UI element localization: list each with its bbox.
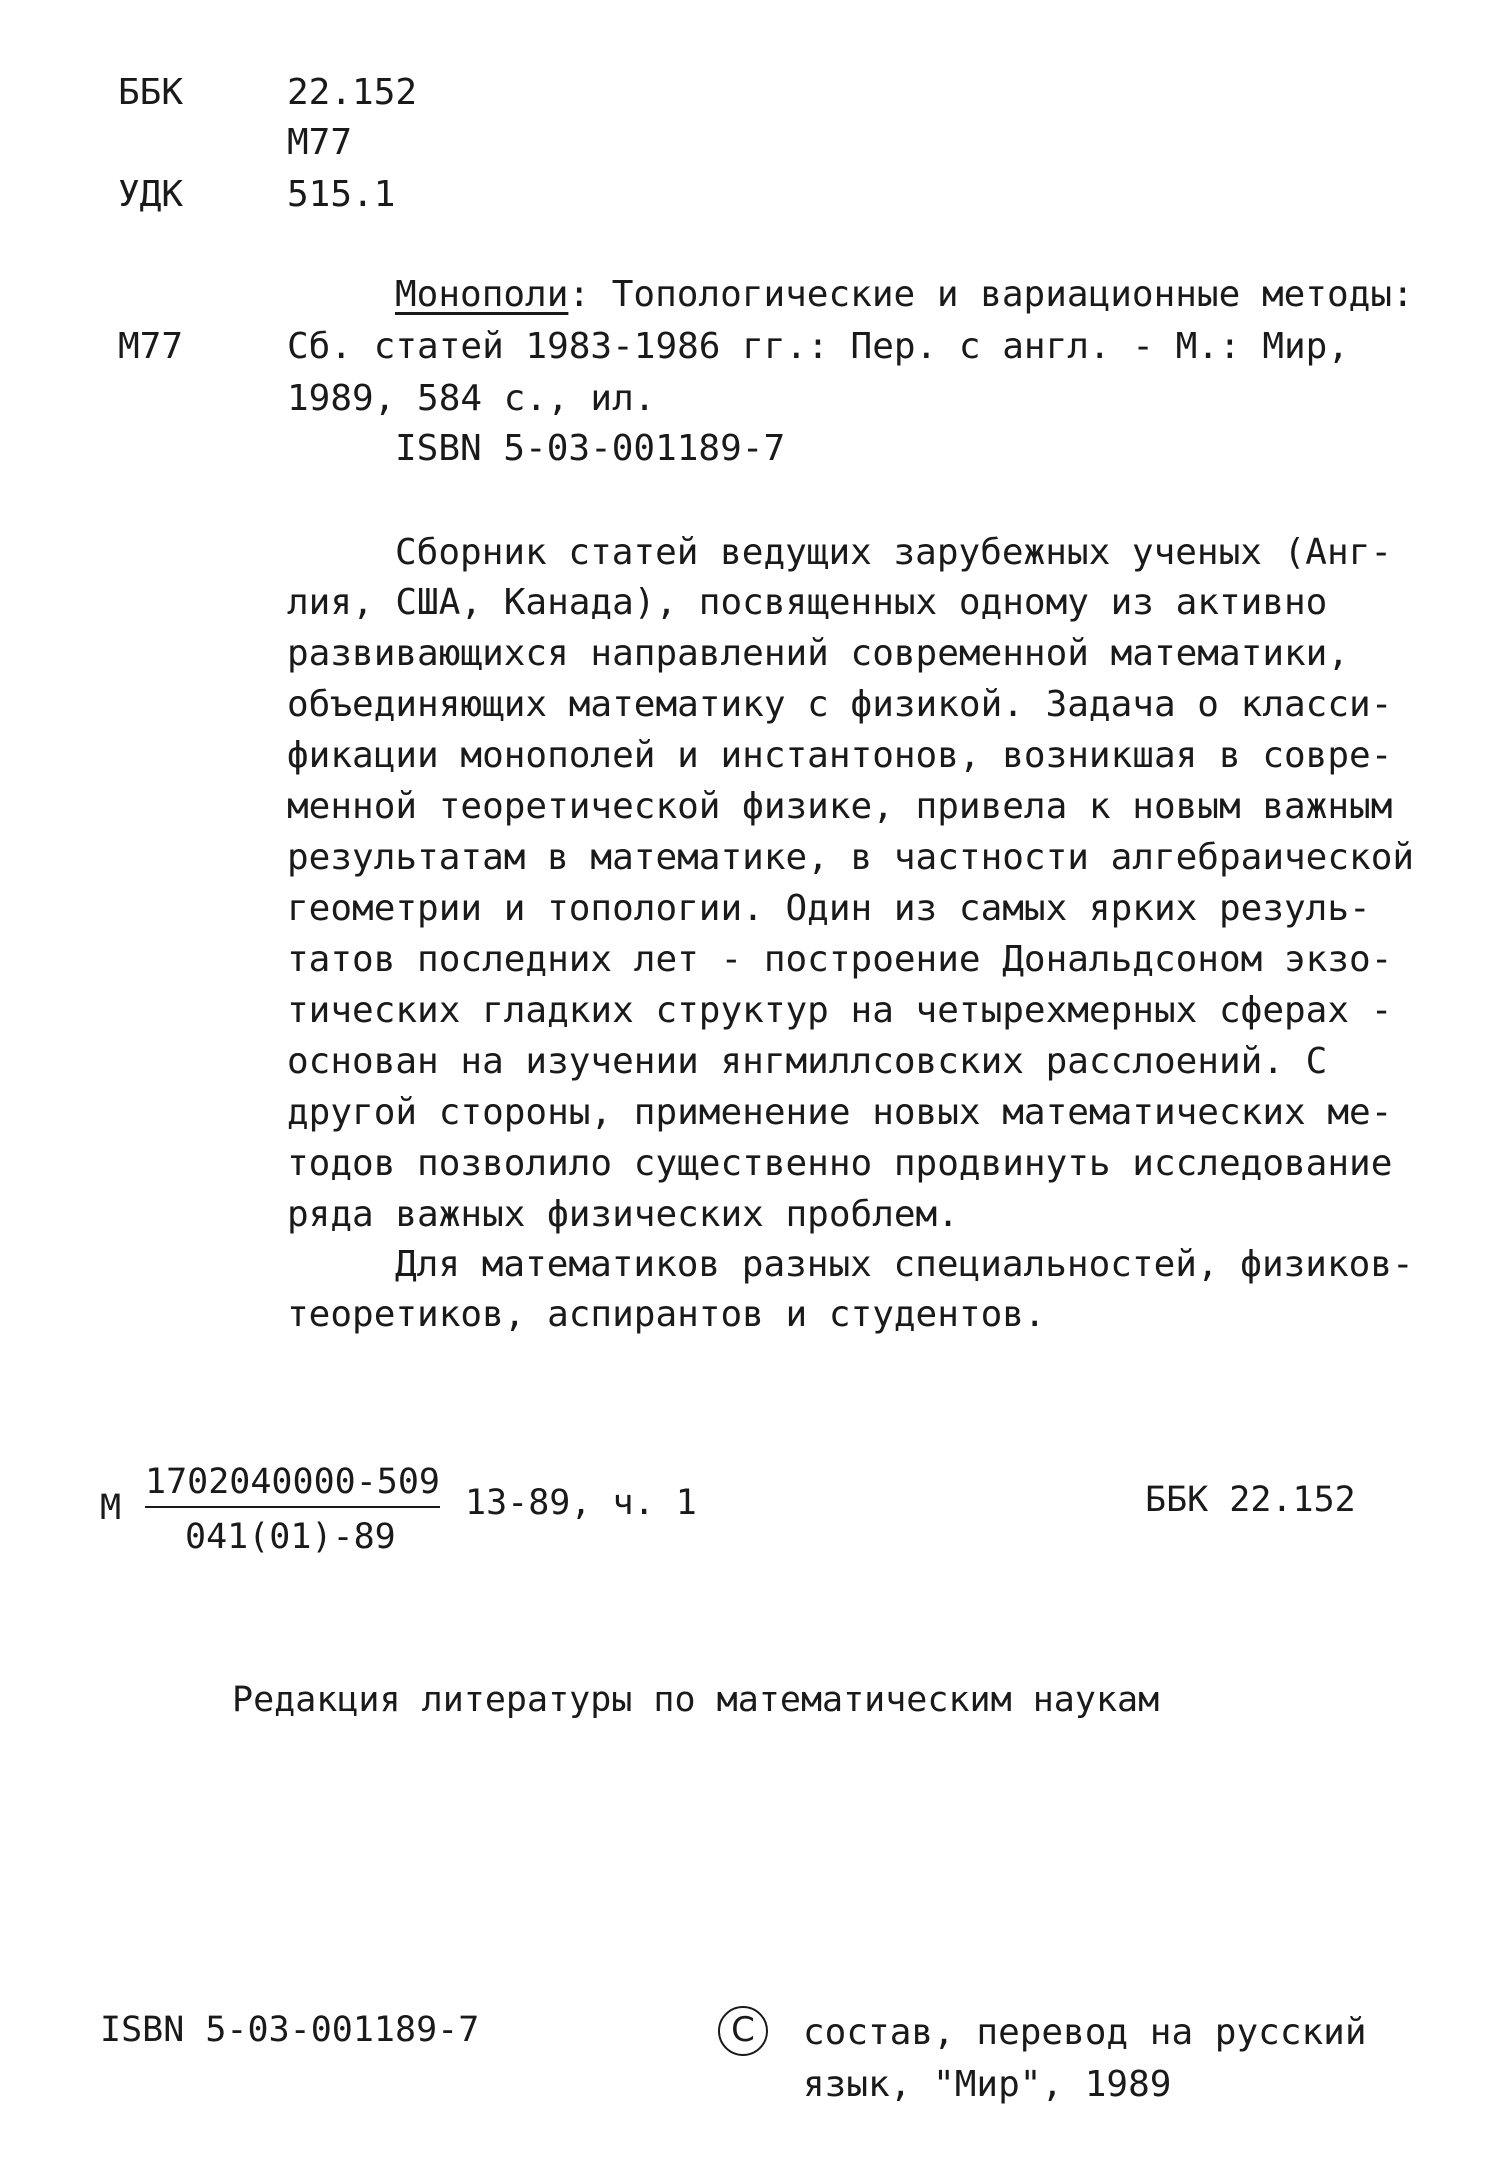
bbk-value: 22.152 [287,72,418,113]
audience-line-2: теоретиков, аспирантов и студентов. [287,1294,1046,1335]
copyright-icon: C [718,2006,768,2056]
annotation-line: тических гладких структур на четырехмерных сферах - [287,990,1393,1031]
annotation-line: Сборник статей ведущих зарубежных ученых (Анг- [395,532,1392,573]
editorial-line: Редакция литературы по математическим наукам [232,1680,1160,1720]
annotation-line: менной теоретической физике, привела к новым важным [287,786,1393,827]
annotation-line: результатам в математике, в частности алгебраической [287,837,1415,878]
author-mark: М77 [287,122,353,163]
annotation-line: ряда важных физических проблем. [287,1194,959,1235]
annotation-line: тодов позволило существенно продвинуть исследование [287,1143,1393,1184]
bib-title-line [395,270,1414,320]
annotation-line: геометрии и топологии. Один из самых ярких резуль- [287,888,1371,929]
audience-line-1: Для математиков разных специальностей, физиков- [395,1244,1414,1285]
bbk-label: ББК [118,72,184,113]
index-denominator: 041(01)-89 [185,1517,396,1557]
bib-subtitle: : Топологические и вариационные методы: [568,274,1414,315]
bib-isbn: ISBN 5-03-001189-7 [395,428,786,469]
index-numerator: 1702040000-509 [145,1460,440,1508]
udk-label: УДК [118,174,184,215]
bib-title: Монополи [395,274,569,315]
annotation-line: лия, США, Канада), посвященных одному из активно [287,582,1328,623]
index-suffix: 13-89, ч. 1 [465,1483,697,1523]
annotation-line: объединяющих математику с физикой. Задача о класси- [287,684,1393,725]
index-prefix: М [100,1488,122,1528]
annotation-line: развивающихся направлений современной математики, [287,633,1350,674]
annotation-line: другой стороны, применение новых математических ме- [287,1092,1393,1133]
annotation-line: фикации монополей и инстантонов, возникшая в совре- [287,735,1393,776]
bib-line-3: 1989, 584 с., ил. [287,378,656,419]
copyright-line-2: язык, "Мир", 1989 [803,2064,1172,2105]
bib-line-2: Сб. статей 1983-1986 гг.: Пер. с англ. - М.: Мир, [287,326,1350,367]
annotation-line: татов последних лет - построение Дональдсоном экзо- [287,939,1393,980]
annotation-line: основан на изучении янгмиллсовских расслоений. С [287,1041,1328,1082]
copyright-line-1: состав, перевод на русский [803,2012,1367,2053]
index-bbk: ББК 22.152 [1145,1480,1356,1520]
udk-value: 515.1 [287,174,396,215]
footer-isbn: ISBN 5-03-001189-7 [100,2010,480,2050]
bib-code: М77 [118,326,184,367]
